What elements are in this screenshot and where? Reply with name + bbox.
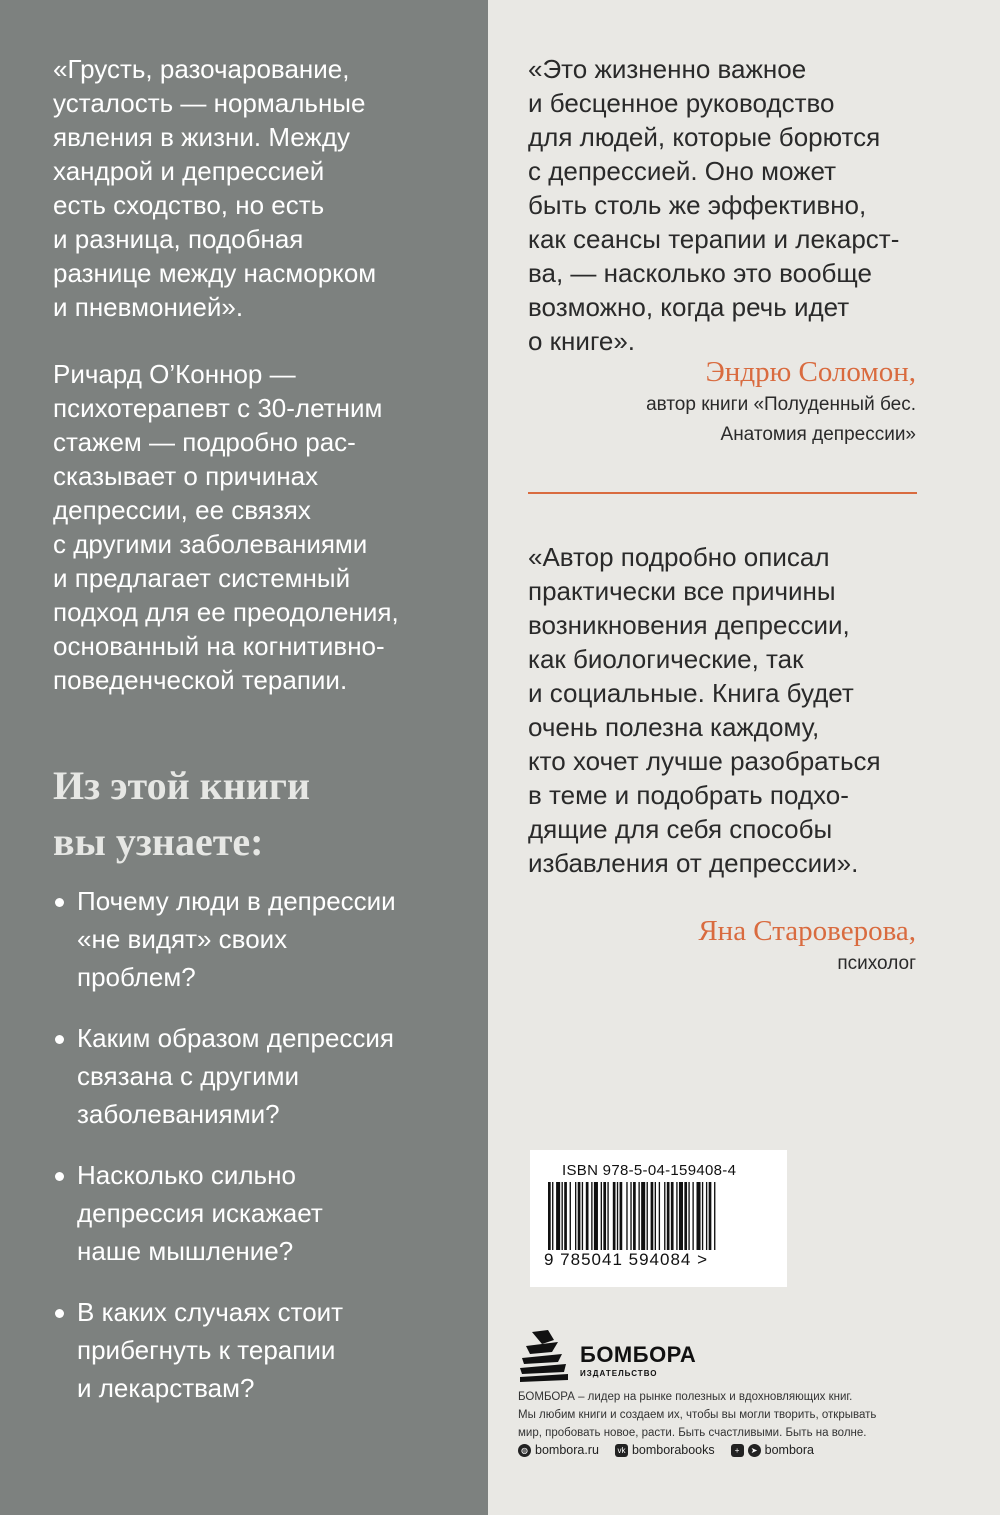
- attribution-role: психолог: [837, 953, 916, 974]
- barcode-bar: [709, 1182, 712, 1250]
- barcode-bar: [562, 1182, 563, 1250]
- barcode-bar: [688, 1182, 689, 1250]
- barcode-bar: [671, 1182, 674, 1250]
- publisher-blurb-line: Мы любим книги и создаем их, чтобы вы могли творить, открывать: [518, 1409, 877, 1421]
- barcode-digits: 9 785041 594084 >: [544, 1250, 709, 1269]
- intro-quote-line: явления в жизни. Между: [53, 122, 350, 152]
- bullet-line: наше мышление?: [77, 1236, 294, 1266]
- quote-line: возможно, когда речь идет: [528, 292, 850, 322]
- author-description-line: и предлагает системный: [53, 563, 351, 593]
- social-label: bombora.ru: [535, 1443, 599, 1457]
- barcode-bar: [647, 1182, 648, 1250]
- barcode-bar: [591, 1182, 592, 1250]
- quote-line: очень полезна каждому,: [528, 712, 820, 742]
- bombora-logo-icon: [518, 1328, 576, 1384]
- intro-quote-line: разнице между насморком: [53, 258, 377, 288]
- barcode-bar: [601, 1182, 602, 1250]
- isbn-barcode: [530, 1150, 787, 1287]
- barcode-bar: [620, 1182, 623, 1250]
- intro-quote-line: «Грусть, разочарование,: [53, 54, 350, 84]
- quote-line: практически все причины: [528, 576, 836, 606]
- barcode-bar: [603, 1182, 606, 1250]
- social-telegram[interactable]: [731, 1443, 814, 1457]
- bullet-list: [53, 882, 396, 1430]
- quote-line: «Автор подробно описал: [528, 542, 830, 572]
- quote-line: в теме и подобрать подхо-: [528, 780, 849, 810]
- intro-quote-line: есть сходство, но есть: [53, 190, 325, 220]
- intro-quote: [53, 52, 376, 324]
- publisher-subtitle: ИЗДАТЕЛЬСТВО: [580, 1369, 658, 1378]
- bullet-line: заболеваниями?: [77, 1099, 280, 1129]
- review-quote-staroverova: [528, 540, 881, 880]
- bullet-line: проблем?: [77, 962, 196, 992]
- barcode-bar: [659, 1182, 660, 1250]
- quote-line: как биологические, так: [528, 644, 804, 674]
- barcode-bar: [706, 1182, 707, 1250]
- author-description-line: подход для ее преодоления,: [53, 597, 399, 627]
- bullet-item: [53, 1156, 396, 1270]
- author-description-line: депрессии, ее связях: [53, 495, 311, 525]
- quote-line: с депрессией. Оно может: [528, 156, 837, 186]
- barcode-bar: [594, 1182, 598, 1250]
- telegram-icon: ➤: [748, 1444, 761, 1457]
- barcode-bar: [714, 1182, 715, 1250]
- barcode-bar: [655, 1182, 656, 1250]
- isbn-label: ISBN 978-5-04-159408-4: [562, 1162, 737, 1179]
- barcode-bar: [575, 1182, 576, 1250]
- author-description-line: основанный на когнитивно-: [53, 631, 385, 661]
- barcode-bar: [651, 1182, 654, 1250]
- barcode-bar: [548, 1182, 551, 1250]
- barcode-bar: [679, 1182, 683, 1250]
- intro-quote-line: и пневмонией».: [53, 292, 244, 322]
- quote-line: для людей, которые борются: [528, 122, 881, 152]
- barcode-bar: [578, 1182, 581, 1250]
- attribution-role: Анатомия депрессии»: [720, 424, 916, 445]
- bullet-line: и лекарствам?: [77, 1373, 255, 1403]
- bullet-line: Каким образом депрессия: [77, 1023, 395, 1053]
- barcode-bar: [582, 1182, 583, 1250]
- bullet-line: прибегнуть к терапии: [77, 1335, 336, 1365]
- bullet-line: связана с другими: [77, 1061, 299, 1091]
- quote-line: и социальные. Книга будет: [528, 678, 854, 708]
- attribution-role: автор книги «Полуденный бес.: [646, 394, 916, 415]
- barcode-bar: [556, 1182, 560, 1250]
- bullet-line: Насколько сильно: [77, 1160, 296, 1190]
- quote-line: «Это жизненно важное: [528, 54, 807, 84]
- intro-quote-line: и разница, подобная: [53, 224, 304, 254]
- bullet-line: Почему люди в депрессии: [77, 886, 396, 916]
- quote-line: и бесценное руководство: [528, 88, 835, 118]
- publisher-name: БОМБОРА: [580, 1342, 697, 1367]
- section-heading-line: Из этой книги: [53, 763, 310, 808]
- bullet-dot-icon: [55, 1309, 64, 1318]
- section-heading-line: вы узнаете:: [53, 819, 264, 864]
- barcode-bar: [570, 1182, 571, 1250]
- barcode-bar: [626, 1182, 627, 1250]
- author-description-line: стажем — подробно рас-: [53, 427, 356, 457]
- barcode-bar: [564, 1182, 567, 1250]
- social-label: bomborabooks: [631, 1443, 715, 1457]
- quote-line: как сеансы терапии и лекарст-: [528, 224, 900, 254]
- author-description: [53, 357, 399, 697]
- social-vk[interactable]: [615, 1443, 715, 1457]
- quote-line: возникновения депрессии,: [528, 610, 850, 640]
- quote-line: быть столь же эффективно,: [528, 190, 867, 220]
- orange-divider: [528, 492, 917, 494]
- bullet-dot-icon: [55, 1172, 64, 1181]
- author-description-line: поведенческой терапии.: [53, 665, 348, 695]
- globe-icon: ◍: [518, 1444, 531, 1457]
- bullet-dot-icon: [55, 1035, 64, 1044]
- publisher-logo: [518, 1328, 708, 1384]
- plus-icon: +: [731, 1444, 744, 1457]
- attribution-name: Эндрю Соломон,: [705, 356, 916, 388]
- bullet-line: «не видят» своих: [77, 924, 288, 954]
- social-links: [518, 1443, 814, 1457]
- bullet-line: депрессия искажает: [77, 1198, 323, 1228]
- barcode-bar: [692, 1182, 693, 1250]
- barcode-bar: [676, 1182, 677, 1250]
- bullet-item: [53, 1019, 396, 1133]
- quote-line: кто хочет лучше разобраться: [528, 746, 881, 776]
- attribution-solomon: [646, 354, 916, 450]
- barcode-icon: [548, 1182, 770, 1250]
- barcode-bar: [586, 1182, 589, 1250]
- quote-line: избавления от депрессии».: [528, 848, 859, 878]
- intro-quote-line: усталость — нормальные: [53, 88, 366, 118]
- right-panel: [488, 0, 1000, 1515]
- barcode-bar: [667, 1182, 670, 1250]
- barcode-bar: [664, 1182, 665, 1250]
- social-label: bombora: [764, 1443, 814, 1457]
- bullet-line: В каких случаях стоит: [77, 1297, 344, 1327]
- social-website[interactable]: [518, 1443, 599, 1457]
- barcode-bar: [607, 1182, 608, 1250]
- attribution-name: Яна Староверова,: [698, 915, 916, 947]
- barcode-bar: [633, 1182, 636, 1250]
- barcode-bar: [684, 1182, 687, 1250]
- publisher-blurb-line: БОМБОРА – лидер на рынке полезных и вдохновляющих книг.: [518, 1391, 853, 1403]
- quote-line: дящие для себя способы: [528, 814, 833, 844]
- barcode-bar: [641, 1182, 645, 1250]
- author-description-line: Ричард О’Коннор —: [53, 359, 296, 389]
- barcode-bar: [638, 1182, 639, 1250]
- review-quote-solomon: [528, 52, 899, 358]
- bullet-dot-icon: [55, 898, 64, 907]
- barcode-bar: [702, 1182, 703, 1250]
- bullet-item: [53, 882, 396, 996]
- quote-line: о книге».: [528, 326, 635, 356]
- barcode-bar: [697, 1182, 701, 1250]
- author-description-line: сказывает о причинах: [53, 461, 319, 491]
- barcode-bar: [613, 1182, 616, 1250]
- quote-line: ва, — насколько это вообще: [528, 258, 872, 288]
- bullet-item: [53, 1293, 396, 1407]
- section-heading: [53, 758, 310, 870]
- attribution-staroverova: [698, 913, 916, 979]
- author-description-line: с другими заболеваниями: [53, 529, 368, 559]
- publisher-blurb-line: мир, пробовать новое, расти. Быть счастливыми. Быть на волне.: [518, 1427, 867, 1439]
- barcode-bar: [617, 1182, 618, 1250]
- barcode-bar: [630, 1182, 631, 1250]
- left-panel: [0, 0, 488, 1515]
- publisher-blurb: [518, 1388, 876, 1442]
- intro-quote-line: хандрой и депрессией: [53, 156, 325, 186]
- barcode-bar: [552, 1182, 553, 1250]
- author-description-line: психотерапевт с 30-летним: [53, 393, 383, 423]
- vk-icon: vk: [615, 1444, 628, 1457]
